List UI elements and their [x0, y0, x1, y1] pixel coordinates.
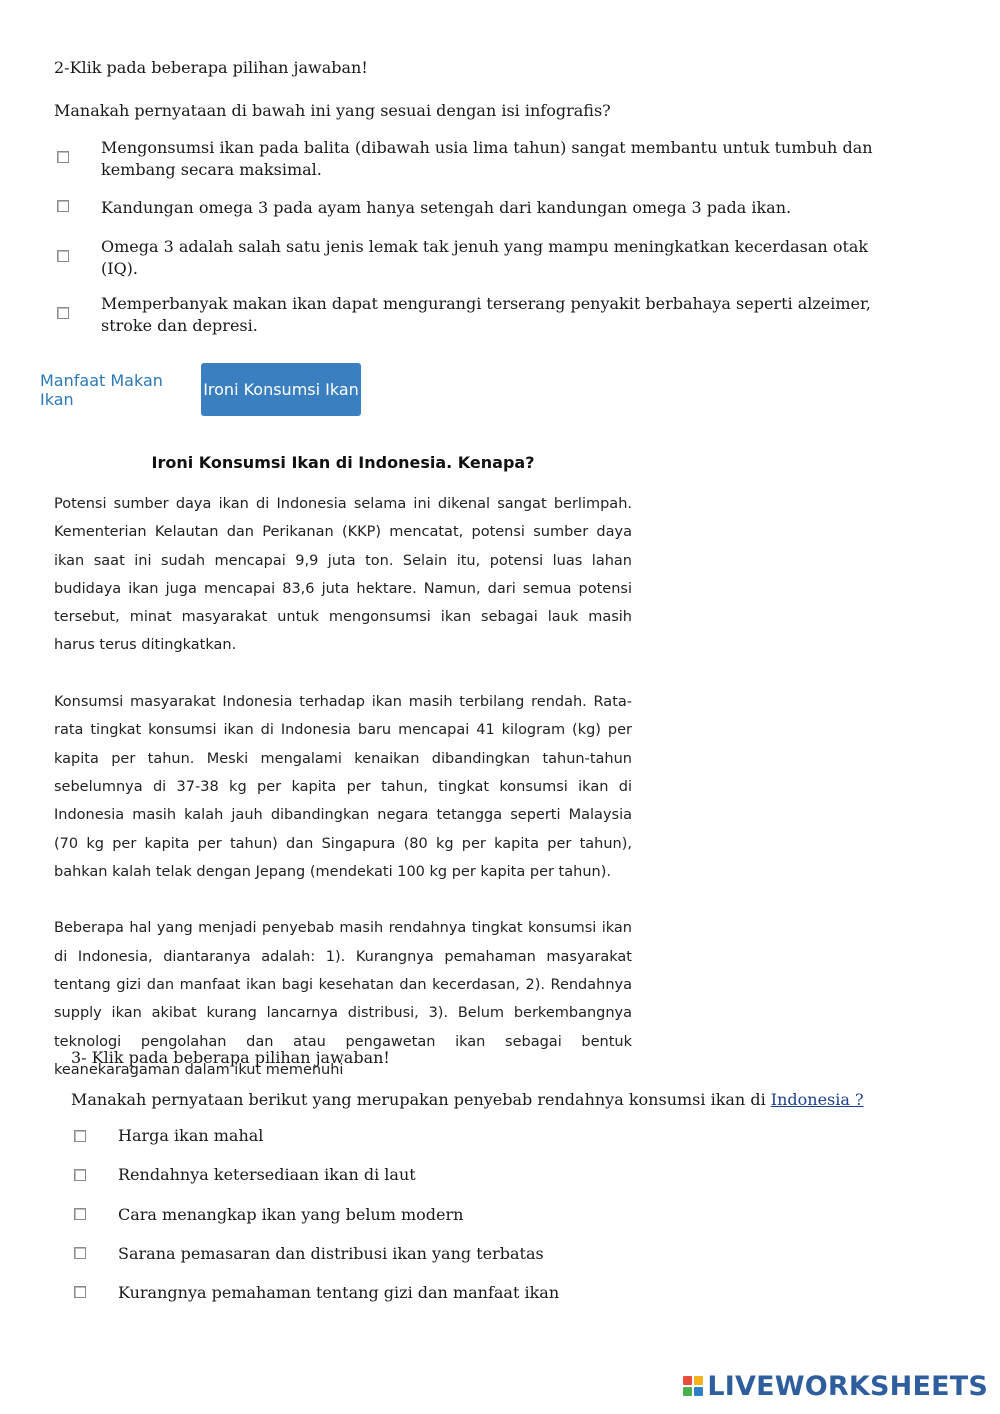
q3-instruction: 3- Klik pada beberapa pilihan jawaban! — [71, 1048, 390, 1067]
tab-manfaat-makan-ikan[interactable]: Manfaat Makan Ikan — [40, 371, 163, 409]
q2-instruction: 2-Klik pada beberapa pilihan jawaban! — [54, 58, 368, 77]
q3-checkbox-4[interactable] — [74, 1247, 86, 1259]
liveworksheets-logo — [683, 1368, 988, 1404]
q3-question — [71, 1090, 951, 1109]
logo-square-1 — [683, 1376, 692, 1385]
q3-option-2-text: Rendahnya ketersediaan ikan di laut — [118, 1165, 416, 1184]
q3-checkbox-3[interactable] — [74, 1208, 86, 1220]
q2-checkbox-3[interactable] — [57, 250, 69, 262]
q3-option-5-text: Kurangnya pemahaman tentang gizi dan manfaat ikan — [118, 1283, 560, 1302]
article-title: Ironi Konsumsi Ikan di Indonesia. Kenapa? — [151, 453, 535, 472]
article-paragraph-2: Konsumsi masyarakat Indonesia terhadap ikan masih terbilang rendah. Rata-rata tingkat konsumsi ikan di Indonesia baru mencapai 41 kilogram (kg) per kapita per tahun. Meski mengalami kenaikan dibandingkan tahun-tahun sebelumnya di 37-38 kg per kapita per tahun, tingkat konsumsi ikan di Indonesia masih kalah jauh dibandingkan negara tetangga seperti Malaysia (70 kg per kapita per tahun) dan Singapura (80 kg per kapita per tahun), bahkan kalah telak dengan Jepang (mendekati 100 kg per kapita per tahun). — [54, 694, 632, 880]
q2-option-4-text: Memperbanyak makan ikan dapat mengurangi terserang penyakit berbahaya seperti alzeimer, stroke dan depresi. — [101, 294, 871, 335]
q2-option-3-text: Omega 3 adalah salah satu jenis lemak tak jenuh yang mampu meningkatkan kecerdasan otak (IQ). — [101, 237, 869, 278]
tab-ironi-konsumsi-ikan[interactable]: Ironi Konsumsi Ikan — [201, 363, 361, 416]
q3-option-1-text: Harga ikan mahal — [118, 1126, 264, 1145]
article-paragraph-3: Beberapa hal yang menjadi penyebab masih rendahnya tingkat konsumsi ikan di Indonesia, diantaranya adalah: 1). Kurangnya pemahaman masyarakat tentang gizi dan manfaat ikan bagi kesehatan dan kecerdasan, 2). Rendahnya supply ikan akibat kurang lancarnya distribusi, 3). Belum berkembangnya teknologi pengolahan dan atau pengawetan ikan sebagai bentuk keanekaragaman dalam ikut memenuhi — [54, 920, 632, 1078]
q2-checkbox-2[interactable] — [57, 200, 69, 212]
q3-checkbox-5[interactable] — [74, 1286, 86, 1298]
article-paragraph-1: Potensi sumber daya ikan di Indonesia selama ini dikenal sangat berlimpah. Kementerian Kelautan dan Perikanan (KKP) mencatat, potensi sumber daya ikan saat ini sudah mencapai 9,9 juta ton. Selain itu, potensi luas lahan budidaya ikan juga mencapai 83,6 juta hektare. Namun, dari semua potensi tersebut, minat masyarakat untuk mengonsumsi ikan sebagai lauk masih harus terus ditingkatkan. — [54, 496, 632, 654]
q2-option-2-text: Kandungan omega 3 pada ayam hanya setengah dari kandungan omega 3 pada ikan. — [101, 198, 792, 217]
q2-question: Manakah pernyataan di bawah ini yang sesuai dengan isi infografis? — [54, 101, 611, 120]
q3-checkbox-2[interactable] — [74, 1169, 86, 1181]
q3-option-4-text: Sarana pemasaran dan distribusi ikan yang terbatas — [118, 1244, 544, 1263]
q3-checkbox-1[interactable] — [74, 1130, 86, 1142]
logo-icon — [683, 1376, 703, 1396]
q3-option-3-text: Cara menangkap ikan yang belum modern — [118, 1205, 464, 1224]
q2-checkbox-4[interactable] — [57, 307, 69, 319]
q3-question-text: Manakah pernyataan berikut yang merupakan penyebab rendahnya konsumsi ikan di — [71, 1090, 766, 1109]
q3-question-link: Indonesia ? — [770, 1090, 864, 1109]
logo-square-3 — [683, 1387, 692, 1396]
q2-checkbox-1[interactable] — [57, 151, 69, 163]
logo-text: LIVEWORKSHEETS — [707, 1370, 988, 1402]
logo-square-2 — [694, 1376, 703, 1385]
q2-option-1-text: Mengonsumsi ikan pada balita (dibawah usia lima tahun) sangat membantu untuk tumbuh dan kembang secara maksimal. — [101, 138, 873, 179]
logo-square-4 — [694, 1387, 703, 1396]
